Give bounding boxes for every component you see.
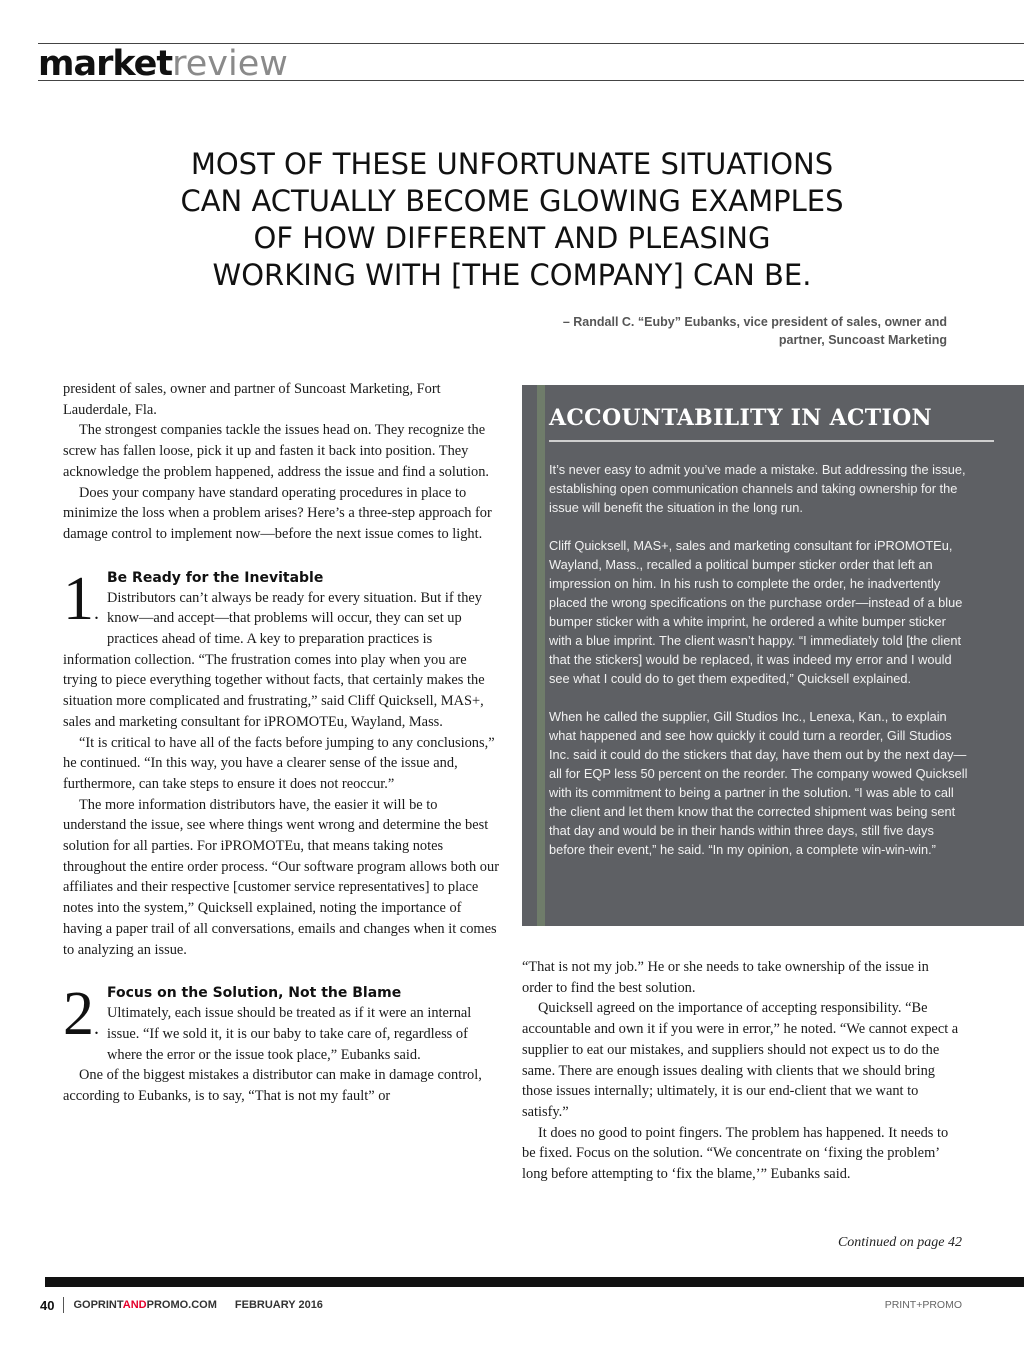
body-paragraph: The strongest companies tackle the issues head on. They recognize the screw has fallen loose, pick it up and fasten it back into position. They acknowledge the problem happened, address the issue and find a solution. [63,422,490,480]
step-number: 1. [63,564,99,633]
body-paragraph: The more information distributors have, the easier it will be to understand the issue, see where things went wrong and determine the best solution for all parties. For iPROMOTEu, that means taking notes throughout the entire order process. “Our software program allows both our affiliates and their respective [customer service representatives] to place notes into the system,” Quicksell explained, noting the importance of having a paper trail of all conversations, emails and changes when it comes to analyzing an issue. [63,796,499,958]
step-number: 2. [63,980,99,1049]
right-column [522,957,962,1185]
website-link[interactable]: GOPRINTANDPROMO.COM [73,1299,217,1311]
sidebar-accent-bar [537,385,545,926]
sidebar-box [522,385,1024,926]
body-paragraph: president of sales, owner and partner of Suncoast Marketing, Fort Lauderdale, Fla. [63,381,441,418]
pull-quote-line: OF HOW DIFFERENT AND PLEASING [253,221,771,255]
step-2 [63,980,503,1107]
body-paragraph: “That is not my job.” He or she needs to take ownership of the issue in order to find the best solution. [522,959,929,996]
sidebar-paragraph: Cliff Quicksell, MAS+, sales and marketing consultant for iPROMOTEu, Wayland, Mass., recalled a political bumper sticker order that left an impression on him. In his rush to complete the order, he inadvertently placed the wrong specifications on the purchase order—instead of a blue bumper sticker with a white imprint, he ordered a white bumper sticker with a blue imprint. The client wasn’t happy. “I immediately told [the client that the stickers] would be replaced, it was indeed my error and I would see what I could do to get them expedited,” Quicksell explained. [549,538,963,686]
issue-date: FEBRUARY 2016 [234,1299,323,1311]
sidebar-paragraph: It’s never easy to admit you’ve made a mistake. But addressing the issue, establishing open communication channels and taking ownership for the issue will benefit the situation in the long run. [549,462,966,515]
body-paragraph: One of the biggest mistakes a distributor can make in damage control, according to Eubanks, is to say, “That is not my fault” or [63,1067,482,1105]
publication-name: PRINT+PROMO [884,1299,962,1311]
masthead-bold: market [38,44,173,84]
attribution-line: – Randall C. “Euby” Eubanks, vice president of sales, owner and [562,315,947,329]
pull-quote [60,146,964,294]
body-paragraph: Distributors can’t always be ready for every situation. But if they know—and accept—that problems will occur, they can set up practices ahead of time. A key to preparation practices is information collection. “The frustration comes into play when you are trying to piece everything together without facts, that certainly makes the situation more complicated and frustrating,” said Cliff Quicksell, MAS+, sales and marketing consultant for iPROMOTEu, Wayland, Mass. [63,589,485,730]
step-1 [63,564,503,961]
page-number: 40 [40,1297,55,1313]
header-rule [38,80,1024,81]
footer-bar [45,1277,1024,1287]
pull-quote-line: MOST OF THESE UNFORTUNATE SITUATIONS [190,147,834,181]
attribution-line: partner, Suncoast Marketing [778,333,947,347]
pull-quote-line: WORKING WITH [THE COMPANY] CAN BE. [212,258,812,292]
body-paragraph: Quicksell agreed on the importance of accepting responsibility. “Be accountable and own it if you were in error,” he noted. “We cannot expect a supplier to eat our mistakes, and suppliers should not expect us to do the same. There are enough issues dealing with clients that we should bring those issues internally; ultimately, it is our end-client that we want to satisfy.” [522,1000,959,1120]
body-paragraph: “It is critical to have all of the facts before jumping to any conclusions,” he continued. “In this way, you have a clearer sense of the issue and, furthermore, can take steps to ensure it does not reoccur.” [63,734,495,792]
left-column [63,379,503,1107]
footer-left [40,1297,323,1313]
footer-divider [63,1297,64,1313]
step-title: Be Ready for the Inevitable [107,569,324,586]
sidebar-paragraph: When he called the supplier, Gill Studios Inc., Lenexa, Kan., to explain what happened and see how quickly it could turn a reorder, Gill Studios Inc. said it could do the stickers that day, have them out by the next day—all for EQP less 50 percent on the reorder. The company wowed Quicksell with its commitment to being a partner in the solution. “I was able to call the client and let them know that the corrected shipment was being sent that day and would be in their hands within three days, still five days before their event,” he said. “In my opinion, a complete win-win-win.” [549,709,968,857]
section-masthead [38,44,288,84]
sidebar-title: ACCOUNTABILITY IN ACTION [549,405,932,431]
step-title: Focus on the Solution, Not the Blame [107,985,402,1002]
pull-quote-line: CAN ACTUALLY BECOME GLOWING EXAMPLES [180,184,844,218]
sidebar-body [549,460,969,878]
sidebar-rule [549,440,994,442]
body-paragraph: It does no good to point fingers. The problem has happened. It needs to be fixed. Focus on the solution. “We concentrate on ‘fixing the problem’ long before attempting to ‘fix the blame,’” Eubanks said. [522,1124,949,1183]
body-paragraph: Ultimately, each issue should be treated as if it were an internal issue. “If we sold it, it is our baby to take care of, regardless of where the error or the issue took place,” Eubanks said. [107,1005,472,1063]
body-paragraph: Does your company have standard operating procedures in place to minimize the loss when a problem arises? Here’s a three-step approach for damage control to implement now—before the next issue comes to light. [63,484,492,542]
continued-note: Continued on page 42 [837,1235,962,1250]
masthead-light: review [172,44,288,84]
quote-attribution [563,313,947,349]
